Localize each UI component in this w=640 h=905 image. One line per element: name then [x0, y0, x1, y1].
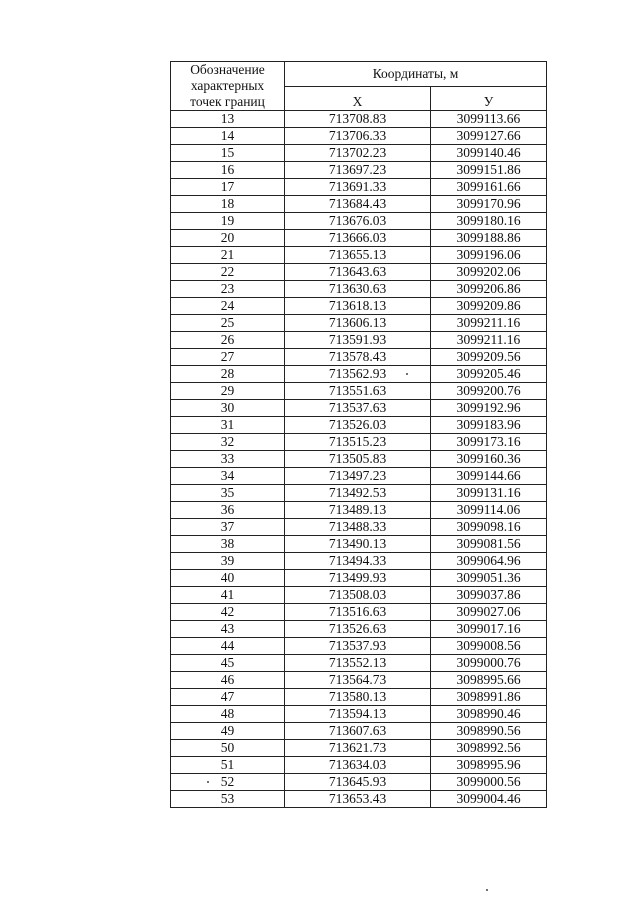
x-column-header: Х [285, 86, 431, 111]
point-number-cell: 44 [171, 638, 285, 655]
table-row [171, 638, 547, 655]
y-coordinate-cell: 3099202.06 [431, 264, 547, 281]
x-coordinate-cell: 713708.83 [285, 111, 431, 128]
table-row [171, 315, 547, 332]
x-coordinate-cell: 713551.63 [285, 383, 431, 400]
x-coordinate-cell: 713645.93 [285, 774, 431, 791]
x-coordinate-cell: 713607.63 [285, 723, 431, 740]
coordinates-table [170, 61, 547, 808]
point-number-cell: 39 [171, 553, 285, 570]
x-coordinate-cell: 713494.33 [285, 553, 431, 570]
point-number-cell: 31 [171, 417, 285, 434]
x-coordinate-cell: 713606.13 [285, 315, 431, 332]
point-number-cell: 36 [171, 502, 285, 519]
table-row [171, 400, 547, 417]
y-coordinate-cell: 3099180.16 [431, 213, 547, 230]
x-coordinate-cell: 713691.33 [285, 179, 431, 196]
point-number-cell: 42 [171, 604, 285, 621]
x-coordinate-cell: 713505.83 [285, 451, 431, 468]
point-number-cell: 53 [171, 791, 285, 808]
table-row [171, 247, 547, 264]
y-coordinate-cell: 3099209.86 [431, 298, 547, 315]
x-coordinate-cell: 713537.93 [285, 638, 431, 655]
table-row [171, 655, 547, 672]
y-coordinate-cell: 3099200.76 [431, 383, 547, 400]
table-row [171, 689, 547, 706]
point-number-cell: 30 [171, 400, 285, 417]
x-coordinate-cell: 713655.13 [285, 247, 431, 264]
x-coordinate-cell: 713526.03 [285, 417, 431, 434]
y-coordinate-cell: 3098995.66 [431, 672, 547, 689]
x-coordinate-cell: 713537.63 [285, 400, 431, 417]
point-number-cell: 38 [171, 536, 285, 553]
x-coordinate-cell: 713702.23 [285, 145, 431, 162]
scan-speck [207, 781, 209, 783]
point-number-cell: 24 [171, 298, 285, 315]
y-coordinate-cell: 3099064.96 [431, 553, 547, 570]
point-number-cell: 16 [171, 162, 285, 179]
y-coordinate-cell: 3099114.06 [431, 502, 547, 519]
y-coordinate-cell: 3099205.46 [431, 366, 547, 383]
x-coordinate-cell: 713489.13 [285, 502, 431, 519]
x-coordinate-cell: 713562.93 [285, 366, 431, 383]
y-coordinate-cell: 3099081.56 [431, 536, 547, 553]
point-number-cell: 50 [171, 740, 285, 757]
point-number-cell: 51 [171, 757, 285, 774]
x-coordinate-cell: 713634.03 [285, 757, 431, 774]
y-coordinate-cell: 3098991.86 [431, 689, 547, 706]
table-row [171, 213, 547, 230]
y-coordinate-cell: 3099017.16 [431, 621, 547, 638]
point-number-cell: 35 [171, 485, 285, 502]
point-number-cell: 32 [171, 434, 285, 451]
point-header-line: точек границ [190, 94, 265, 109]
y-coordinate-cell: 3098990.56 [431, 723, 547, 740]
table-row [171, 570, 547, 587]
point-number-cell: 47 [171, 689, 285, 706]
y-coordinate-cell: 3099188.86 [431, 230, 547, 247]
x-coordinate-cell: 713666.03 [285, 230, 431, 247]
point-designation-header [171, 62, 285, 111]
x-coordinate-cell: 713490.13 [285, 536, 431, 553]
x-coordinate-cell: 713591.93 [285, 332, 431, 349]
y-coordinate-cell: 3099037.86 [431, 587, 547, 604]
scan-speck [486, 889, 488, 891]
y-coordinate-cell: 3099173.16 [431, 434, 547, 451]
table-row [171, 417, 547, 434]
table-row [171, 621, 547, 638]
y-coordinate-cell: 3099206.86 [431, 281, 547, 298]
table-row [171, 230, 547, 247]
table-row [171, 298, 547, 315]
x-coordinate-cell: 713488.33 [285, 519, 431, 536]
y-coordinate-cell: 3099161.66 [431, 179, 547, 196]
x-coordinate-cell: 713580.13 [285, 689, 431, 706]
point-number-cell: 43 [171, 621, 285, 638]
table-row [171, 502, 547, 519]
table-row [171, 536, 547, 553]
table-row [171, 757, 547, 774]
table-header [171, 62, 547, 111]
x-coordinate-cell: 713515.23 [285, 434, 431, 451]
point-number-cell: 52 [171, 774, 285, 791]
y-coordinate-cell: 3099000.56 [431, 774, 547, 791]
y-coordinate-cell: 3099170.96 [431, 196, 547, 213]
x-coordinate-cell: 713526.63 [285, 621, 431, 638]
table-row [171, 774, 547, 791]
table-row [171, 349, 547, 366]
x-coordinate-cell: 713630.63 [285, 281, 431, 298]
x-coordinate-cell: 713653.43 [285, 791, 431, 808]
x-coordinate-cell: 713564.73 [285, 672, 431, 689]
table-row [171, 434, 547, 451]
x-coordinate-cell: 713516.63 [285, 604, 431, 621]
point-number-cell: 14 [171, 128, 285, 145]
point-number-cell: 48 [171, 706, 285, 723]
table-row [171, 196, 547, 213]
point-number-cell: 46 [171, 672, 285, 689]
point-number-cell: 22 [171, 264, 285, 281]
table-row [171, 383, 547, 400]
table-row [171, 485, 547, 502]
y-coordinate-cell: 3098995.96 [431, 757, 547, 774]
point-number-cell: 26 [171, 332, 285, 349]
point-number-cell: 18 [171, 196, 285, 213]
point-number-cell: 37 [171, 519, 285, 536]
header-row-top [171, 62, 547, 87]
x-coordinate-cell: 713643.63 [285, 264, 431, 281]
table-row [171, 366, 547, 383]
point-number-cell: 23 [171, 281, 285, 298]
table-body [171, 111, 547, 808]
table-row [171, 179, 547, 196]
x-coordinate-cell: 713552.13 [285, 655, 431, 672]
y-coordinate-cell: 3099211.16 [431, 332, 547, 349]
x-coordinate-cell: 713508.03 [285, 587, 431, 604]
table-row [171, 162, 547, 179]
y-coordinate-cell: 3099027.06 [431, 604, 547, 621]
table-row [171, 451, 547, 468]
x-coordinate-cell: 713492.53 [285, 485, 431, 502]
scan-speck [406, 373, 408, 375]
point-header-line: характерных [190, 78, 265, 93]
y-coordinate-cell: 3098990.46 [431, 706, 547, 723]
y-coordinate-cell: 3099196.06 [431, 247, 547, 264]
point-number-cell: 41 [171, 587, 285, 604]
table-row [171, 723, 547, 740]
y-coordinate-cell: 3098992.56 [431, 740, 547, 757]
table-row [171, 553, 547, 570]
x-coordinate-cell: 713618.13 [285, 298, 431, 315]
table-row [171, 791, 547, 808]
x-coordinate-cell: 713621.73 [285, 740, 431, 757]
point-number-cell: 21 [171, 247, 285, 264]
y-coordinate-cell: 3099008.56 [431, 638, 547, 655]
y-coordinate-cell: 3099098.16 [431, 519, 547, 536]
table-row [171, 672, 547, 689]
point-header-line: Обозначение [190, 62, 265, 77]
table-row [171, 468, 547, 485]
x-coordinate-cell: 713697.23 [285, 162, 431, 179]
table-row [171, 519, 547, 536]
x-coordinate-cell: 713499.93 [285, 570, 431, 587]
coordinates-header: Координаты, м [285, 62, 547, 87]
table-row [171, 264, 547, 281]
x-coordinate-cell: 713594.13 [285, 706, 431, 723]
point-number-cell: 25 [171, 315, 285, 332]
point-number-cell: 13 [171, 111, 285, 128]
point-number-cell: 45 [171, 655, 285, 672]
y-coordinate-cell: 3099113.66 [431, 111, 547, 128]
table-row [171, 111, 547, 128]
y-coordinate-cell: 3099183.96 [431, 417, 547, 434]
y-coordinate-cell: 3099140.46 [431, 145, 547, 162]
y-coordinate-cell: 3099004.46 [431, 791, 547, 808]
x-coordinate-cell: 713684.43 [285, 196, 431, 213]
x-coordinate-cell: 713706.33 [285, 128, 431, 145]
y-coordinate-cell: 3099211.16 [431, 315, 547, 332]
x-coordinate-cell: 713497.23 [285, 468, 431, 485]
table-row [171, 281, 547, 298]
point-number-cell: 17 [171, 179, 285, 196]
y-coordinate-cell: 3099151.86 [431, 162, 547, 179]
point-number-cell: 19 [171, 213, 285, 230]
y-coordinate-cell: 3099209.56 [431, 349, 547, 366]
point-number-cell: 40 [171, 570, 285, 587]
table-row [171, 145, 547, 162]
y-coordinate-cell: 3099131.16 [431, 485, 547, 502]
x-coordinate-cell: 713676.03 [285, 213, 431, 230]
point-number-cell: 15 [171, 145, 285, 162]
y-coordinate-cell: 3099127.66 [431, 128, 547, 145]
point-number-cell: 29 [171, 383, 285, 400]
point-number-cell: 27 [171, 349, 285, 366]
y-coordinate-cell: 3099192.96 [431, 400, 547, 417]
table-row [171, 604, 547, 621]
point-number-cell: 49 [171, 723, 285, 740]
point-number-cell: 20 [171, 230, 285, 247]
point-number-cell: 34 [171, 468, 285, 485]
y-coordinate-cell: 3099160.36 [431, 451, 547, 468]
point-number-cell: 33 [171, 451, 285, 468]
table-row [171, 128, 547, 145]
y-coordinate-cell: 3099051.36 [431, 570, 547, 587]
point-number-cell: 28 [171, 366, 285, 383]
x-coordinate-cell: 713578.43 [285, 349, 431, 366]
table-row [171, 740, 547, 757]
y-column-header: У [431, 86, 547, 111]
table-row [171, 706, 547, 723]
table-row [171, 587, 547, 604]
y-coordinate-cell: 3099000.76 [431, 655, 547, 672]
table-row [171, 332, 547, 349]
y-coordinate-cell: 3099144.66 [431, 468, 547, 485]
